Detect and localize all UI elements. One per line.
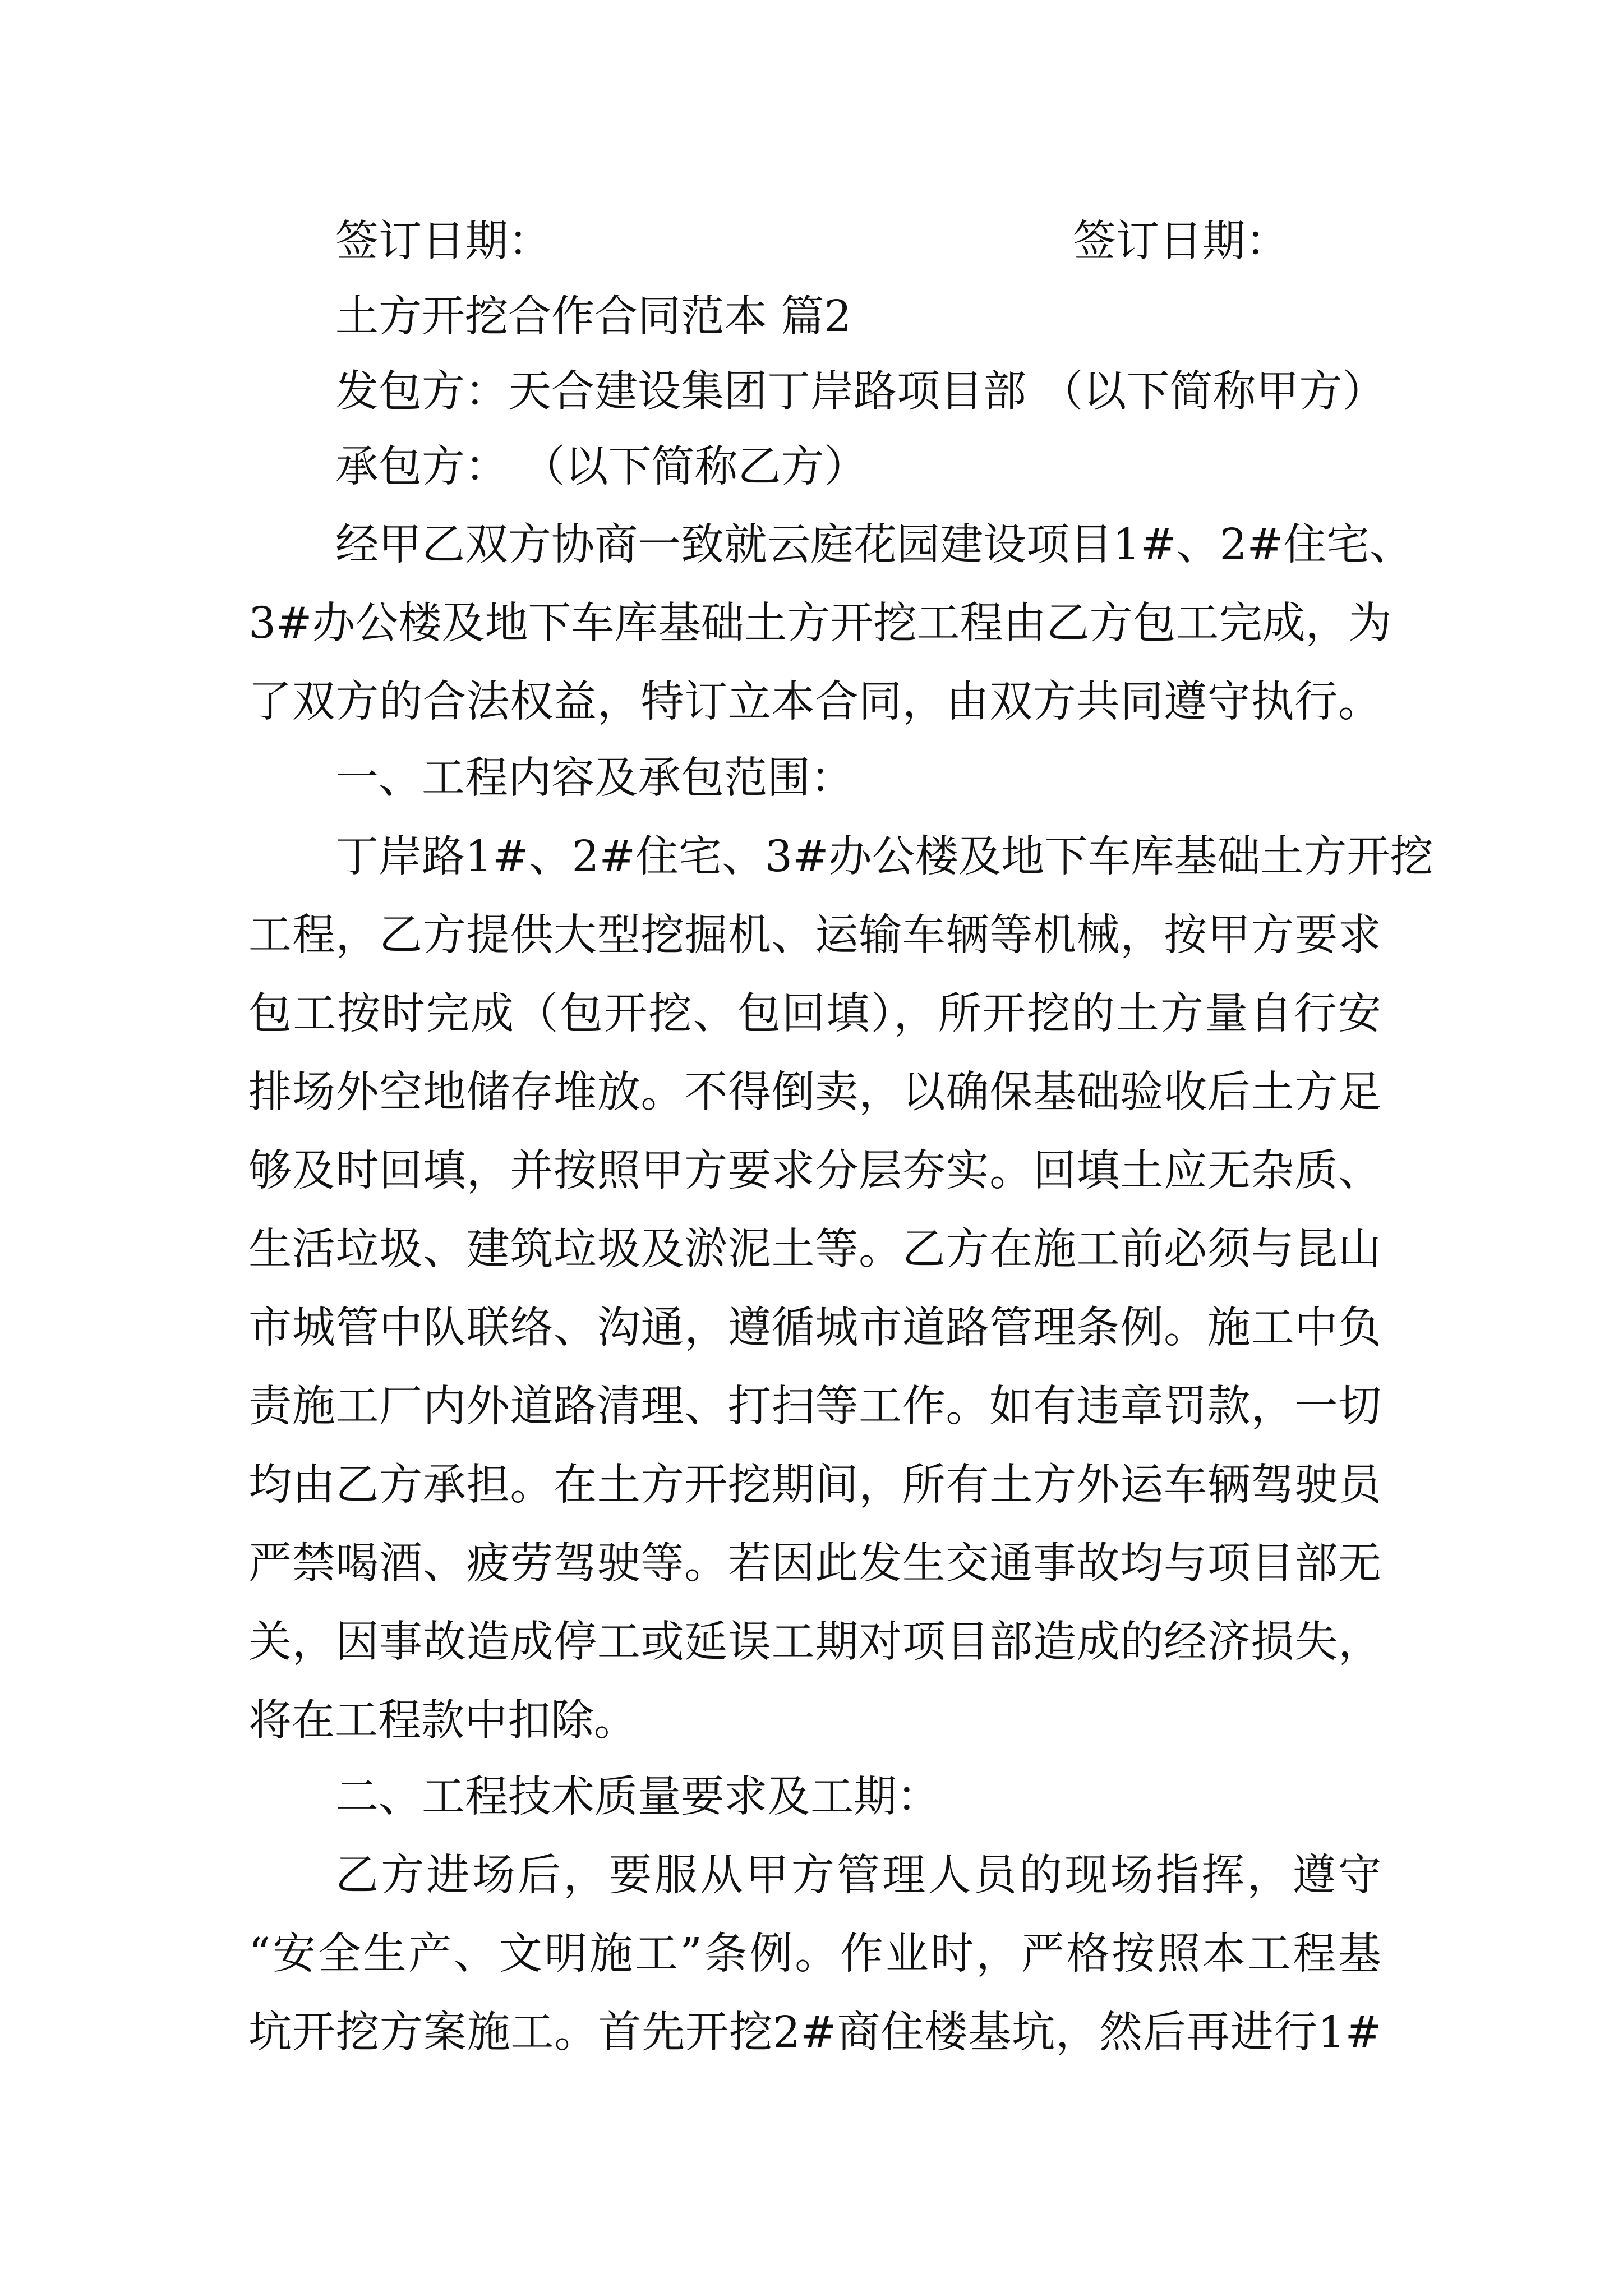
section1-line: 市城管中队联络、沟通，遵循城市道路管理条例。施工中负 — [248, 1303, 1381, 1353]
section2-line: 坑开挖方案施工。首先开挖2#商住楼基坑，然后再进行1# — [248, 2008, 1381, 2058]
section1-line: 将在工程款中扣除。 — [248, 1696, 637, 1746]
party-b-line: 承包方： （以下简称乙方） — [335, 442, 868, 492]
intro-line: 了双方的合法权益，特订立本合同，由双方共同遵守执行。 — [248, 677, 1381, 727]
section1-line: 工程，乙方提供大型挖掘机、运输车辆等机械，按甲方要求 — [248, 910, 1381, 960]
section2-line: 乙方进场后，要服从甲方管理人员的现场指挥，遵守 — [335, 1851, 1381, 1901]
section1-line: 丁岸路1#、2#住宅、3#办公楼及地下车库基础土方开挖 — [335, 832, 1433, 882]
section-heading-scope: 一、工程内容及承包范围： — [335, 753, 854, 803]
signature-date-left: 签订日期： — [335, 217, 551, 266]
section1-line: 均由乙方承担。在土方开挖期间，所有土方外运车辆驾驶员 — [248, 1460, 1381, 1510]
section1-line: 够及时回填，并按照甲方要求分层夯实。回填土应无杂质、 — [248, 1146, 1381, 1196]
intro-line: 经甲乙双方协商一致就云庭花园建设项目1#、2#住宅、 — [335, 520, 1413, 570]
section1-line: 包工按时完成（包开挖、包回填），所开挖的土方量自行安 — [248, 989, 1381, 1039]
section1-line: 责施工厂内外道路清理、打扫等工作。如有违章罚款，一切 — [248, 1382, 1381, 1432]
contract-title: 土方开挖合作合同范本 篇2 — [335, 292, 852, 342]
section1-line: 生活垃圾、建筑垃圾及淤泥土等。乙方在施工前必须与昆山 — [248, 1225, 1381, 1274]
section2-line: “安全生产、文明施工”条例。作业时，严格按照本工程基 — [248, 1929, 1381, 1979]
section1-line: 排场外空地储存堆放。不得倒卖，以确保基础验收后土方足 — [248, 1068, 1381, 1117]
party-a-line: 发包方：天合建设集团丁岸路项目部 （以下简称甲方） — [335, 367, 1386, 417]
signature-date-right: 签订日期： — [1073, 217, 1289, 266]
section1-line: 严禁喝酒、疲劳驾驶等。若因此发生交通事故均与项目部无 — [248, 1539, 1381, 1589]
section1-line: 关，因事故造成停工或延误工期对项目部造成的经济损失， — [248, 1617, 1381, 1667]
intro-line: 3#办公楼及地下车库基础土方开挖工程由乙方包工完成，为 — [248, 599, 1392, 648]
section-heading-quality: 二、工程技术质量要求及工期： — [335, 1772, 940, 1822]
